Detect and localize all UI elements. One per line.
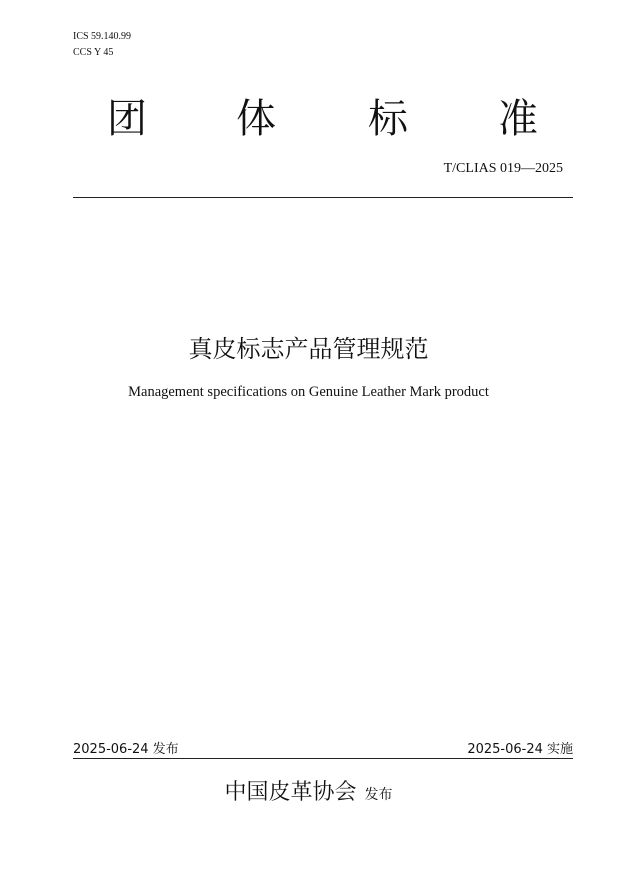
standard-type-char-4: 准 [498,96,538,142]
standard-type-char-3: 标 [368,96,408,142]
standard-number: T/CLIAS 019—2025 [443,161,563,176]
publisher [0,775,617,806]
top-divider [73,197,573,198]
ccs-code: CCS Y 45 [73,47,114,58]
ics-code: ICS 59.140.99 [73,31,132,42]
document-title-chinese: 真皮标志产品管理规范 [188,335,429,363]
publisher-suffix: 发布 [364,787,393,803]
document-title-english: Management specifications on Genuine Leather Mark product [128,384,489,400]
implement-date: 2025-06-24 实施 [467,742,573,757]
bottom-divider [73,758,573,759]
standard-type-char-2: 体 [236,96,276,142]
publish-date: 2025-06-24 发布 [73,742,179,757]
standard-type-char-1: 团 [107,96,147,142]
publisher-name: 中国皮革协会 [224,780,357,805]
